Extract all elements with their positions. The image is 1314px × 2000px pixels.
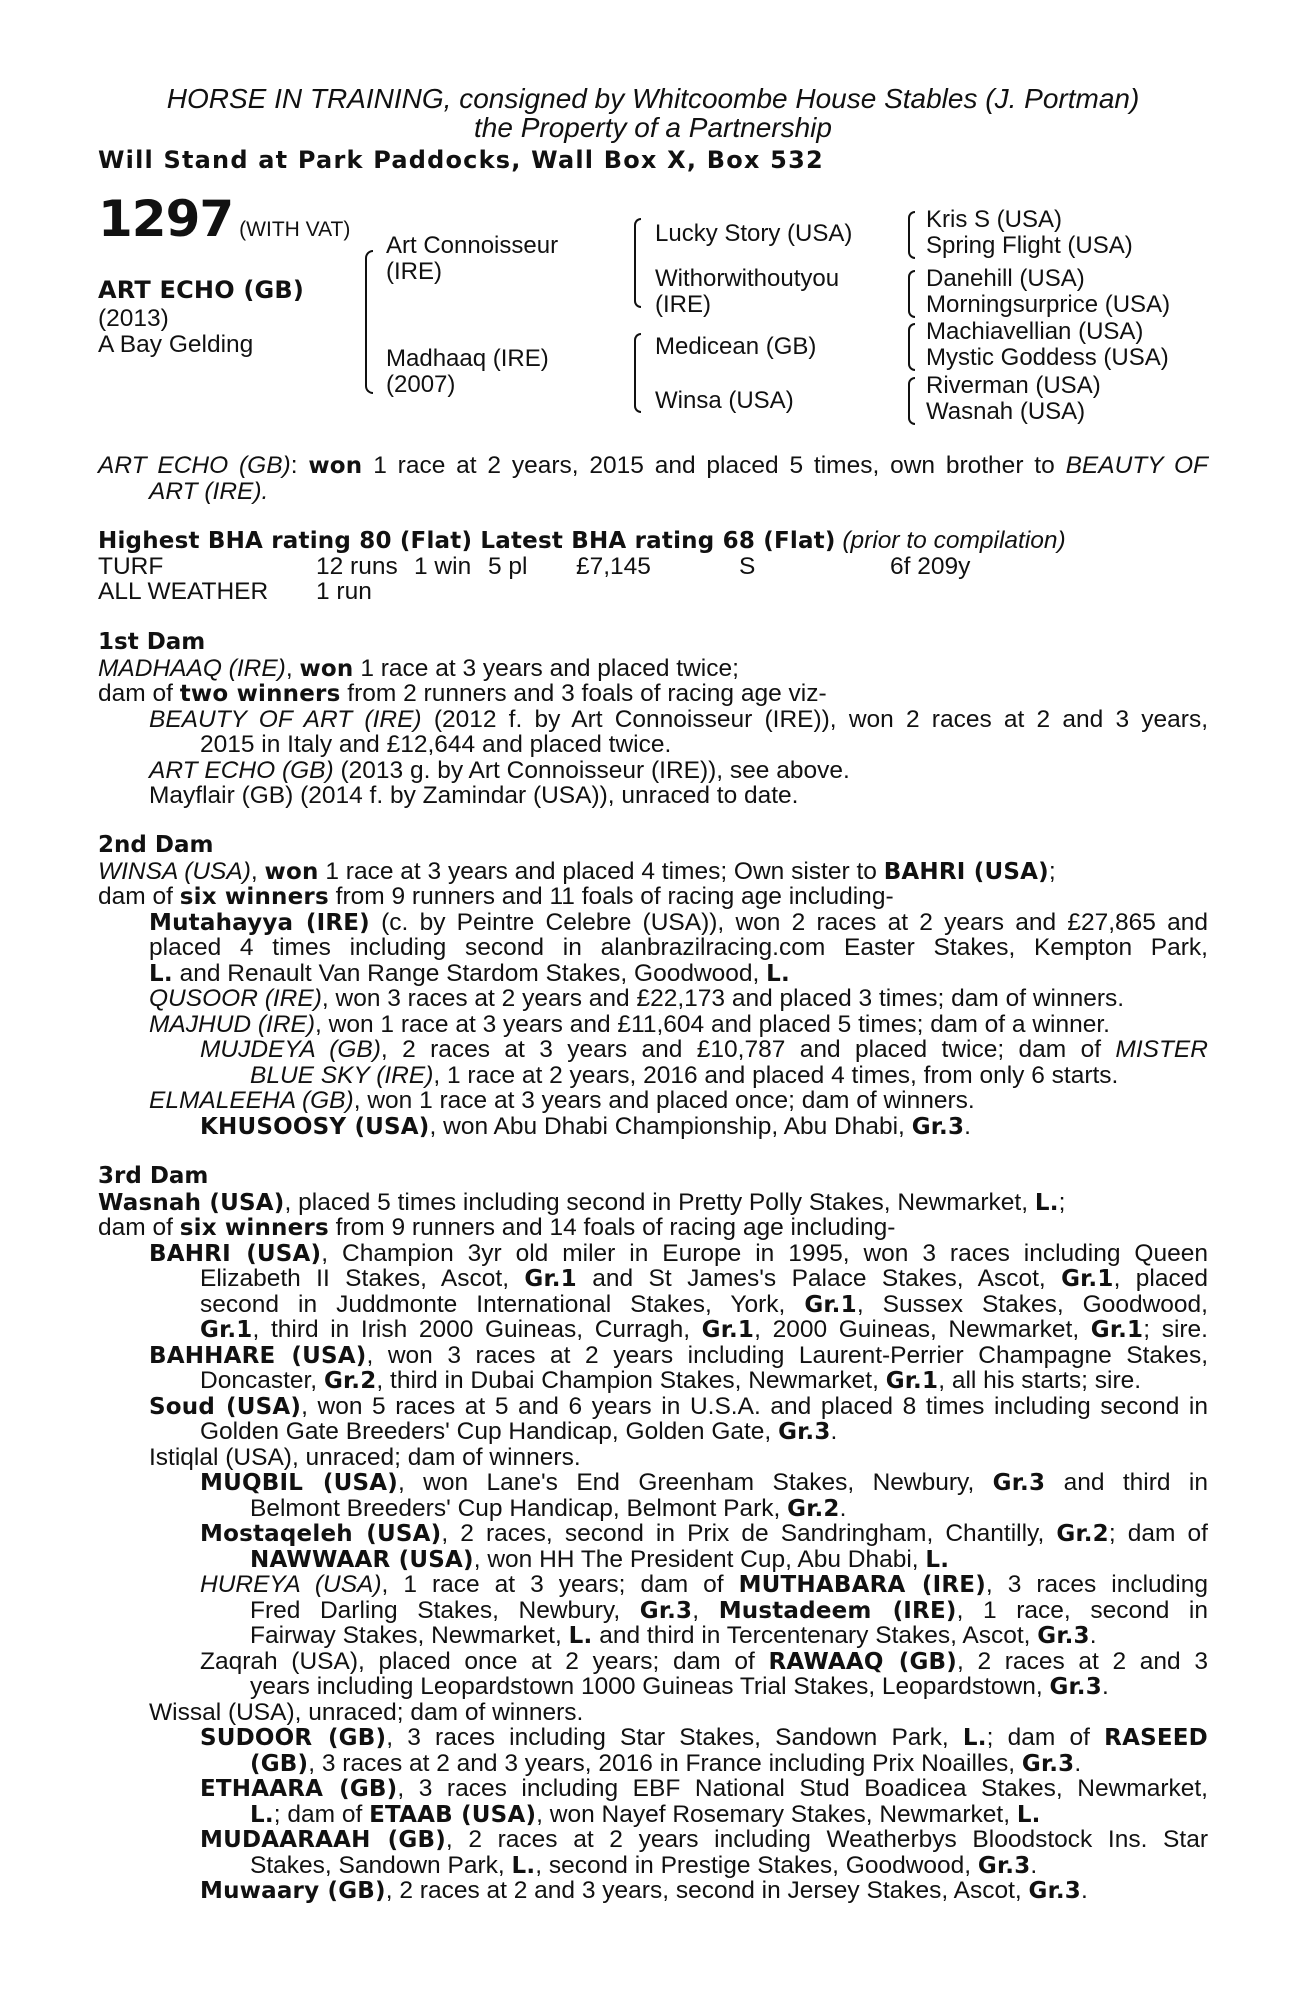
ped-ssd: Spring Flight (USA): [926, 232, 1133, 259]
property-line: the Property of a Partnership: [474, 112, 832, 143]
second-dam: 2nd Dam WINSA (USA), won 1 race at 3 years and placed 4 times; Own sister to BAHRI (USA); dam of six winners from 9 runners and 11 foals of racing age including- Mutahayya (IRE) (c. by Peintre Celebre (USA)), won 2 races at 2 years and £27,865 and placed 4 times including second in alanbrazilracing.com Easter Stakes, Kempton Park, L. and Renault Van Range Stardom Stakes, Goodwood, L. QUSOOR (IRE), won 3 races at 2 years and £22,173 and placed 3 times; dam of winners. MAJHUD (IRE), won 1 race at 3 years and £11,604 and placed 5 times; dam of a winner. MUJDEYA (GB), 2 races at 3 years and £10,787 and placed twice; dam of MISTER BLUE SKY (IRE), 1 race at 2 years, 2016 and placed 4 times, from only 6 starts. ELMALEEHA (GB), won 1 race at 3 years and placed once; dam of winners. KHUSOOSY (USA), won Abu Dhabi Championship, Abu Dhabi, Gr.3.: [98, 832, 1209, 1140]
ped-sdd: Morningsurprice (USA): [926, 291, 1171, 318]
aw-record: ALL WEATHER 1 run: [98, 578, 372, 605]
brace: [908, 270, 915, 318]
ped-sd-country: (IRE): [655, 291, 711, 318]
brace: [634, 218, 641, 308]
horse-name: ART ECHO (GB): [98, 276, 305, 304]
brace: [634, 333, 641, 413]
ped-sire-country: (IRE): [386, 258, 442, 285]
stand-line: Will Stand at Park Paddocks, Wall Box X, Box 532: [98, 146, 824, 174]
rating-line: Highest BHA rating 80 (Flat) Latest BHA rating 68 (Flat) (prior to compilation): [98, 527, 1066, 554]
section-heading: 1st Dam: [98, 629, 206, 655]
horse-description: A Bay Gelding: [98, 331, 254, 358]
section-heading: 2nd Dam: [98, 832, 214, 858]
ped-dds: Riverman (USA): [926, 372, 1101, 399]
ped-dam-year: (2007): [386, 371, 456, 398]
ped-ddd: Wasnah (USA): [926, 398, 1086, 425]
brace: [908, 377, 915, 425]
lot-number-block: [98, 190, 351, 248]
summary-line: ART ECHO (GB): won 1 race at 2 years, 2015 and placed 5 times, own brother to BEAUTY OF: [98, 452, 1208, 479]
brace: [908, 323, 915, 371]
ped-sds: Danehill (USA): [926, 265, 1085, 292]
ped-dd: Winsa (USA): [655, 387, 794, 414]
brace: [908, 211, 915, 259]
third-dam: 3rd Dam Wasnah (USA), placed 5 times including second in Pretty Polly Stakes, Newmarket, L.; dam of six winners from 9 runners and 14 foals of racing age including- BAHRI (USA), Champion 3yr old miler in Europe in 1995, won 3 races including Queen Elizabeth II Stakes, Ascot, Gr.1 and St James's Palace Stakes, Ascot, Gr.1, placed second in Juddmonte International Stakes, York, Gr.1, Sussex Stakes, Goodwood, Gr.1, third in Irish 2000 Guineas, Curragh, Gr.1, 2000 Guineas, Newmarket, Gr.1; sire. BAHHARE (USA), won 3 races at 2 years including Laurent-Perrier Champagne Stakes, Doncaster, Gr.2, third in Dubai Champion Stakes, Newmarket, Gr.1, all his starts; sire. Soud (USA), won 5 races at 5 and 6 years in U.S.A. and placed 8 times including second in Golden Gate Breeders' Cup Handicap, Golden Gate, Gr.3. Istiqlal (USA), unraced; dam of winners. MUQBIL (USA), won Lane's End Greenham Stakes, Newbury, Gr.3 and third in Belmont Breeders' Cup Handicap, Belmont Park, Gr.2. Mostaqeleh (USA), 2 races, second in Prix de Sandringham, Chantilly, Gr.2; dam of NAWWAAR (USA), won HH The President Cup, Abu Dhabi, L. HUREYA (USA), 1 race at 3 years; dam of MUTHABARA (IRE), 3 races including Fred Darling Stakes, Newbury, Gr.3, Mustadeem (IRE), 1 race, second in Fairway Stakes, Newmarket, L. and third in Tercentenary Stakes, Ascot, Gr.3. Zaqrah (USA), placed once at 2 years; dam of RAWAAQ (GB), 2 races at 2 and 3 years including Leopardstown 1000 Guineas Trial Stakes, Leopardstown, Gr.3. Wissal (USA), unraced; dam of winners. SUDOOR (GB), 3 races including Star Stakes, Sandown Park, L.; dam of RASEED (GB), 3 races at 2 and 3 years, 2016 in France including Prix Noailles, Gr.3. ETHAARA (GB), 3 races including EBF National Stud Boadicea Stakes, Newmarket, L.; dam of ETAAB (USA), won Nayef Rosemary Stakes, Newmarket, L. MUDAARAAH (GB), 2 races at 2 years including Weatherbys Bloodstock Ins. Star Stakes, Sandown Park, L., second in Prestige Stakes, Goodwood, Gr.3. Muwaary (GB), 2 races at 2 and 3 years, second in Jersey Stakes, Ascot, Gr.3.: [98, 1163, 1208, 1904]
ped-ss: Lucky Story (USA): [655, 220, 853, 247]
ped-ds: Medicean (GB): [655, 333, 817, 360]
ped-dsd: Mystic Goddess (USA): [926, 344, 1169, 371]
race-summary: [98, 453, 1208, 504]
brace: [365, 250, 373, 394]
section-heading: 3rd Dam: [98, 1163, 209, 1189]
ped-dss: Machiavellian (USA): [926, 318, 1144, 345]
lot-number: 1297: [98, 190, 234, 248]
ped-sire: Art Connoisseur: [386, 232, 559, 259]
turf-record: TURF 12 runs 1 win 5 pl £7,145 S 6f 209y: [98, 552, 971, 580]
ratings: [98, 528, 1208, 605]
summary-line: ART (IRE).: [149, 477, 269, 505]
ped-sss: Kris S (USA): [926, 206, 1063, 233]
vat-label: (WITH VAT): [239, 218, 351, 241]
consignor-line: HORSE IN TRAINING, consigned by Whitcoombe House Stables (J. Portman): [166, 83, 1140, 114]
ped-dam: Madhaaq (IRE): [386, 345, 549, 372]
ped-sd: Withorwithoutyou: [655, 265, 840, 292]
first-dam: 1st Dam MADHAAQ (IRE), won 1 race at 3 years and placed twice; dam of two winners from 2 runners and 3 foals of racing age viz- BEAUTY OF ART (IRE) (2012 f. by Art Connoisseur (IRE)), won 2 races at 2 and 3 years, 2015 in Italy and £12,644 and placed twice. ART ECHO (GB) (2013 g. by Art Connoisseur (IRE)), see above. Mayflair (GB) (2014 f. by Zamindar (USA)), unraced to date.: [98, 629, 1209, 809]
horse-year: (2013): [98, 305, 169, 332]
